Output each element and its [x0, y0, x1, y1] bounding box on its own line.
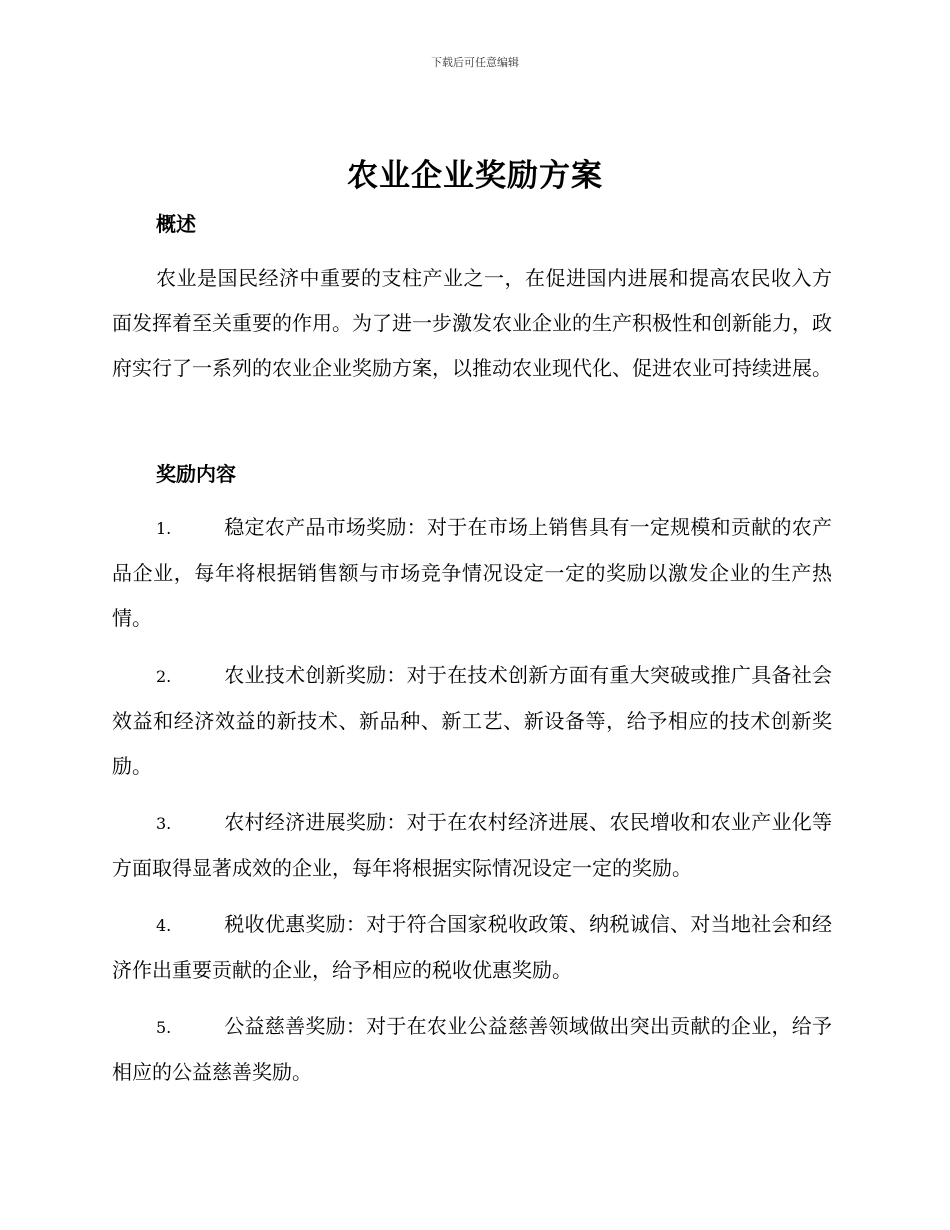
list-item-number: 3.	[156, 814, 172, 833]
list-item-text: 农村经济进展奖励：对于在农村经济进展、农民增收和农业产业化等方面取得显著成效的企业，每年将根据实际情况设定一定的奖励。	[112, 810, 832, 880]
list-item	[112, 1004, 832, 1095]
document-title: 农业企业奖励方案	[347, 158, 603, 194]
list-item	[112, 653, 832, 789]
list-item-number: 5.	[156, 1018, 172, 1037]
list-item-number: 4.	[156, 916, 172, 935]
list-item-text: 税收优惠奖励：对于符合国家税收政策、纳税诚信、对当地社会和经济作出重要贡献的企业，给予相应的税收优惠奖励。	[112, 912, 832, 982]
list-item	[112, 800, 832, 891]
list-item	[112, 505, 832, 641]
list-item-text: 农业技术创新奖励：对于在技术创新方面有重大突破或推广具备社会效益和经济效益的新技术、新品种、新工艺、新设备等，给予相应的技术创新奖励。	[112, 663, 832, 778]
list-item-number: 2.	[156, 667, 172, 686]
section-heading-overview: 概述	[156, 212, 196, 236]
overview-paragraph: 农业是国民经济中重要的支柱产业之一，在促进国内进展和提高农民收入方面发挥着至关重要的作用。为了进一步激发农业企业的生产积极性和创新能力，政府实行了一系列的农业企业奖励方案，以推动农业现代化、促进农业可持续进展。	[112, 266, 832, 380]
section-heading-content: 奖励内容	[156, 462, 236, 486]
list-item	[112, 902, 832, 993]
list-item-text: 公益慈善奖励：对于在农业公益慈善领域做出突出贡献的企业，给予相应的公益慈善奖励。	[112, 1014, 832, 1084]
list-item-text: 稳定农产品市场奖励：对于在市场上销售具有一定规模和贡献的农产品企业，每年将根据销售额与市场竞争情况设定一定的奖励以激发企业的生产热情。	[112, 515, 832, 630]
header-note: 下载后可任意编辑	[431, 56, 519, 69]
list-item-number: 1.	[156, 519, 172, 538]
